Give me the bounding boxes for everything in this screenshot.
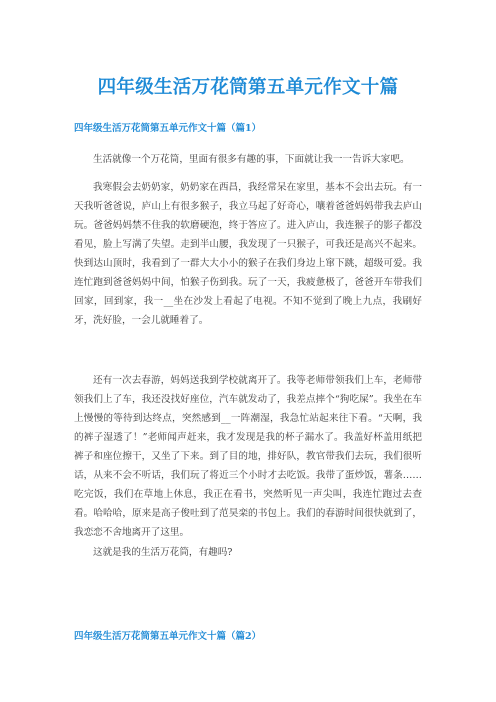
section-heading-1: 四年级生活万花筒第五单元作文十篇（篇1）: [74, 123, 262, 134]
paragraph-intro: 生活就像一个万花筒，里面有很多有趣的事，下面就让我一一告诉大家吧。: [93, 154, 410, 165]
paragraph-monkeys: 我寒假会去奶奶家，奶奶家在西昌，我经常呆在家里，基本不会出去玩。有一天我听爸爸说，庐山上有很多猴子，我立马起了好奇心，嚷着爸爸妈妈带我去庐山玩。爸爸妈妈禁不住我的软磨硬泡，终于答应了。进入庐山，我连猴子的影子都没看见，脸上写满了失望。走到半山腰，我发现了一只猴子，可我还是高兴不起来。快到达山顶时，我看到了一群大大小小的猴子在我们身边上窜下跳，超级可爱。我连忙跑到爸爸妈妈中间，怕猴子伤到我。玩了一天，我疲惫极了，爸爸开车带我们回家，回到家，我一__坐在沙发上看起了电视。不知不觉到了晚上九点，我刷好牙，洗好脸，一会儿就睡着了。: [74, 182, 422, 326]
section-heading-2: 四年级生活万花筒第五单元作文十篇（篇2）: [74, 631, 262, 642]
paragraph-closing: 这就是我的生活万花筒，有趣吗?: [93, 547, 233, 558]
document-title: 四年级生活万花筒第五单元作文十篇: [97, 77, 399, 98]
paragraph-spring-outing: 还有一次去春游，妈妈送我到学校就离开了。我等老师带领我们上车，老师带领我们上了车，我还没找好座位，汽车就发动了，我差点摔个“狗吃屎”。我坐在车上慢慢的等待到达终点，突然感到__一阵潮湿，我急忙站起来往下看。“天啊，我的裤子湿透了！”老师闻声赶来，我才发现是我的杯子漏水了。我盖好杯盖用纸把裤子和座位擦干，又坐了下来。到了目的地，排好队，教官带我们去玩，我们很听话，从来不会不听话，我们玩了将近三个小时才去吃饭。我带了蛋炒饭，薯条……吃完饭，我们在草地上休息，我正在看书，突然听见一声尖叫，我连忙跑过去查看。哈哈哈，原来是高子俊吐到了范昊栾的书包上。我们的春游时间很快就到了，我恋恋不舍地离开了这里。: [74, 375, 422, 538]
